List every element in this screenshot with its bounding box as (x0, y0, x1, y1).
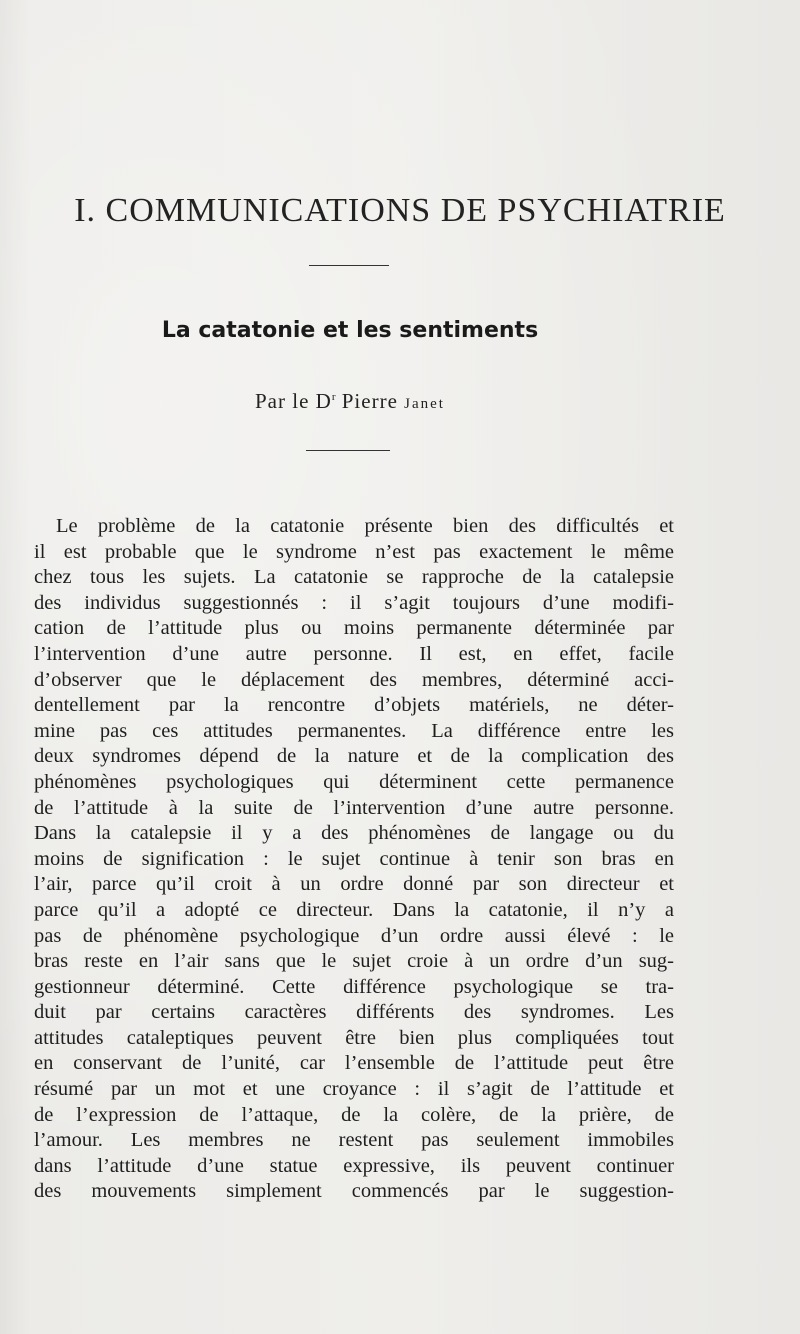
body-line: résumé par un mot et une croyance : il s’agit de l’attitude et (34, 1078, 674, 1101)
body-line: de l’expression de l’attaque, de la colère, de la prière, de (34, 1103, 674, 1126)
body-line: des individus suggestionnés : il s’agit toujours d’une modifi- (34, 591, 674, 614)
body-line: bras reste en l’air sans que le sujet croie à un ordre d’un sug- (34, 950, 674, 973)
author-prefix: Par le D (255, 389, 332, 413)
body-line: attitudes cataleptiques peuvent être bien plus compliquées tout (34, 1026, 674, 1049)
body-line: d’observer que le déplacement des membres, déterminé acci- (34, 668, 674, 691)
body-line: dans l’attitude d’une statue expressive, ils peuvent continuer (34, 1154, 674, 1177)
body-line: de l’attitude à la suite de l’intervention d’une autre personne. (34, 796, 674, 819)
body-line: duit par certains caractères différents des syndromes. Les (34, 1001, 674, 1024)
body-line: il est probable que le syndrome n’est pas exactement le même (34, 540, 674, 563)
author-last-name: Janet (404, 396, 445, 412)
body-line: phénomènes psychologiques qui déterminent cette permanence (34, 770, 674, 793)
author-first-name: Pierre (335, 389, 405, 413)
body-line: mine pas ces attitudes permanentes. La différence entre les (34, 719, 674, 742)
body-line: l’air, parce qu’il croit à un ordre donné par son directeur et (34, 873, 674, 896)
body-line: deux syndromes dépend de la nature et de la complication des (34, 745, 674, 768)
body-line: gestionneur déterminé. Cette différence psychologique se tra- (34, 975, 674, 998)
article-author (0, 389, 700, 414)
author-title-superscript: r (331, 391, 336, 403)
body-line: des mouvements simplement commencés par le suggestion- (34, 1180, 674, 1203)
body-line: Dans la catalepsie il y a des phénomènes de langage ou du (34, 822, 674, 845)
heading-divider (309, 265, 389, 266)
article-title: La catatonie et les sentiments (161, 318, 539, 343)
body-line: l’amour. Les membres ne restent pas seulement immobiles (34, 1129, 674, 1152)
body-line: chez tous les sujets. La catatonie se rapproche de la catalepsie (34, 566, 674, 589)
body-line: moins de signification : le sujet continue à tenir son bras en (34, 847, 674, 870)
body-line: Le problème de la catatonie présente bien des difficultés et (56, 515, 674, 537)
body-line: dentellement par la rencontre d’objets matériels, ne déter- (34, 694, 674, 717)
title-divider (306, 450, 390, 451)
body-line: en conservant de l’unité, car l’ensemble de l’attitude peut être (34, 1052, 674, 1075)
section-heading: I. COMMUNICATIONS DE PSYCHIATRIE (74, 192, 726, 229)
body-paragraph (34, 514, 674, 1205)
body-line: cation de l’attitude plus ou moins permanente déterminée par (34, 617, 674, 640)
body-line: pas de phénomène psychologique d’un ordre aussi élevé : le (34, 924, 674, 947)
body-line: l’intervention d’une autre personne. Il est, en effet, facile (34, 642, 674, 665)
body-line: parce qu’il a adopté ce directeur. Dans la catatonie, il n’y a (34, 898, 674, 921)
